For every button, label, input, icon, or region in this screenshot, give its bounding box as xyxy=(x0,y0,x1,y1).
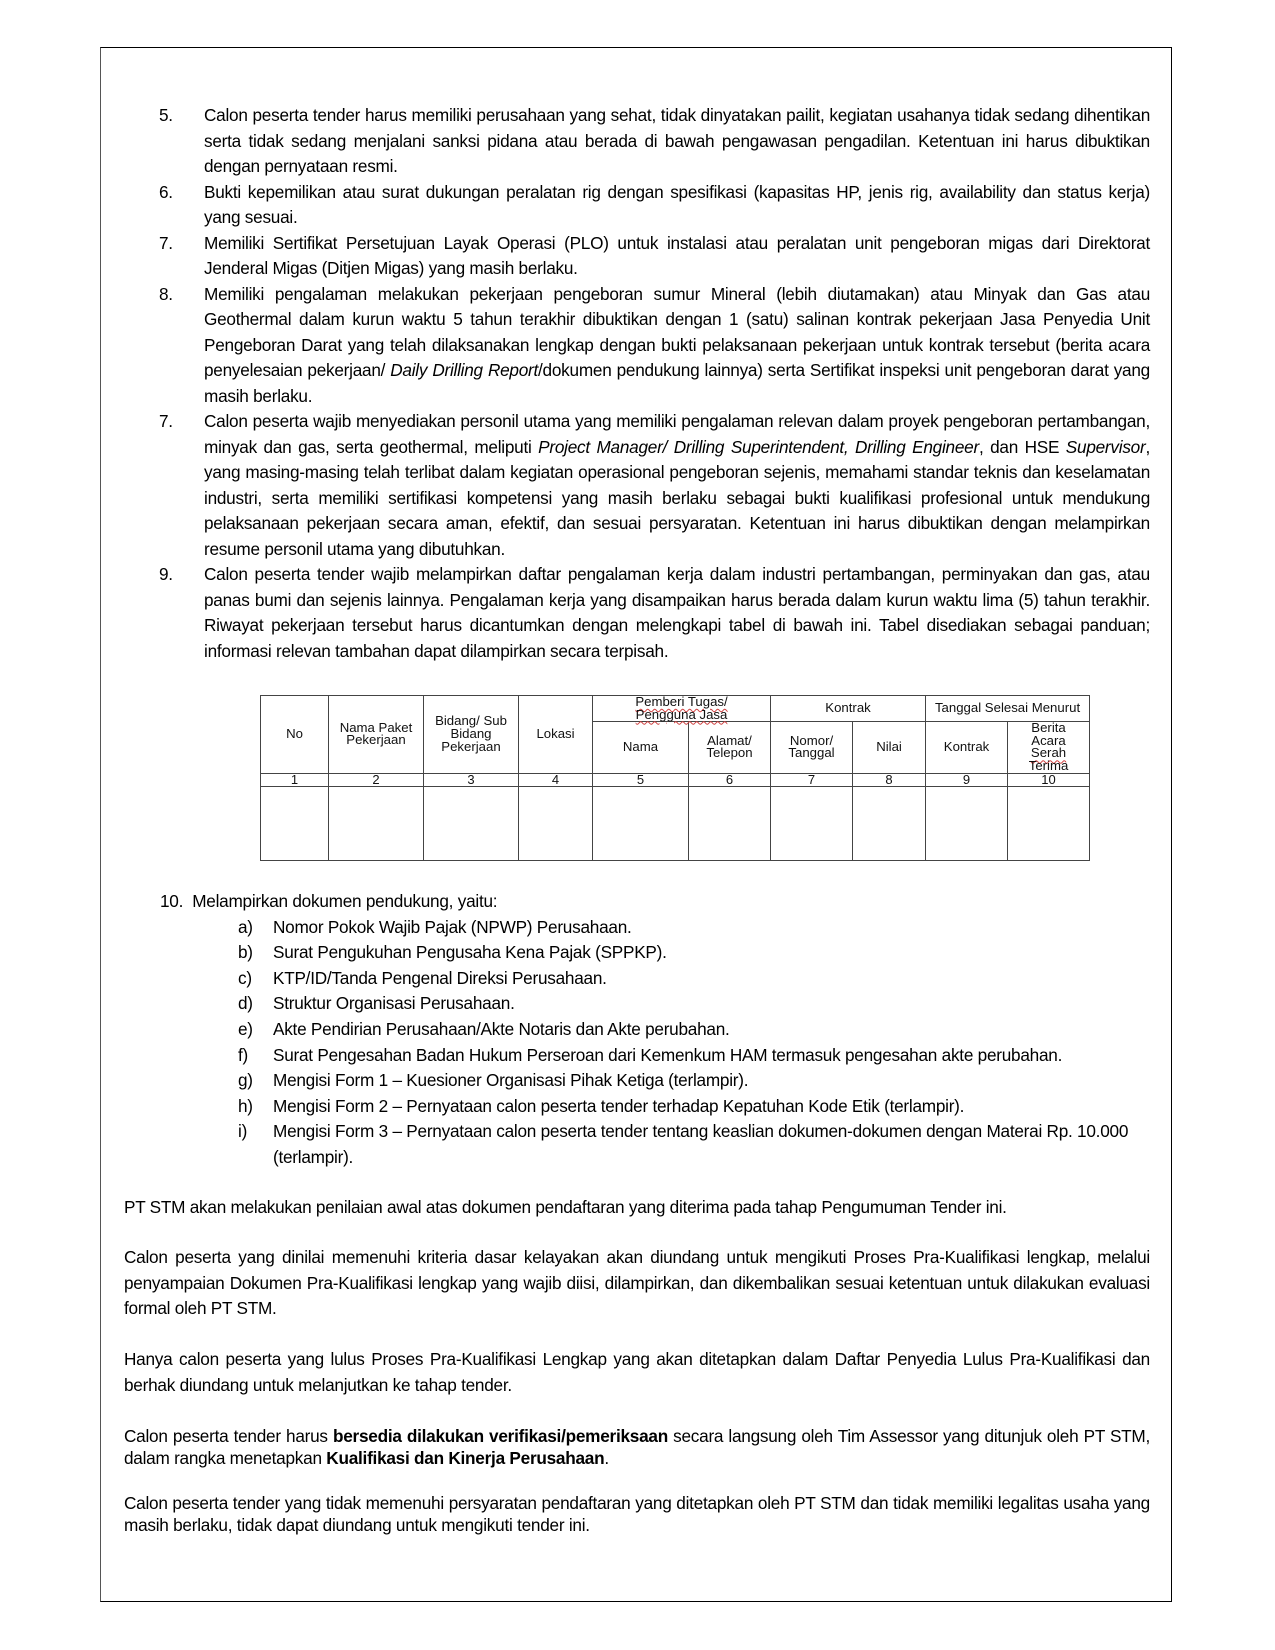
list-item xyxy=(160,1017,1150,1043)
italic-term: Daily Drilling Report xyxy=(390,360,539,380)
column-index: 7 xyxy=(771,773,853,786)
item-text: Nomor Pokok Wajib Pajak (NPWP) Perusahaan. xyxy=(273,916,632,937)
paragraph-verification xyxy=(124,1425,1150,1469)
table-row xyxy=(261,786,1090,860)
text-run: , dan HSE xyxy=(978,436,1066,457)
column-index: 8 xyxy=(853,773,926,786)
paragraph-prequalification-invite: Calon peserta yang dinilai memenuhi kriteria dasar kelayakan akan diundang untuk mengikuti Proses Pra-Kualifikasi lengkap, melalui penyampaian Dokumen Pra-Kualifikasi lengkap yang wajib diisi, dilampirkan, dan dikembalikan sesuai ketentuan untuk dilakukan evaluasi formal oleh PT STM. xyxy=(124,1247,1150,1318)
item-text: Mengisi Form 3 – Pernyataan calon peserta tender tentang keaslian dokumen-dokumen dengan Materai Rp. 10.000 (terlampir). xyxy=(273,1121,1129,1167)
header-tanggal-selesai-group: Tanggal Selesai Menurut xyxy=(926,696,1090,722)
column-index-row xyxy=(261,773,1090,786)
item-letter: f) xyxy=(238,1044,248,1065)
column-index: 3 xyxy=(424,773,519,786)
table-cell[interactable] xyxy=(261,786,329,860)
list-item xyxy=(160,966,1150,992)
list-item xyxy=(160,940,1150,966)
list-item xyxy=(160,991,1150,1017)
header-nomor-tanggal: Nomor/ Tanggal xyxy=(771,722,853,773)
header-lokasi: Lokasi xyxy=(519,696,593,774)
table-cell[interactable] xyxy=(519,786,593,860)
table-cell[interactable] xyxy=(329,786,424,860)
header-line: Terima xyxy=(1028,757,1069,773)
text-run: . xyxy=(604,1448,609,1468)
requirement-item xyxy=(124,180,1150,231)
item-text: Bukti kepemilikan atau surat dukungan peralatan rig dengan spesifikasi (kapasitas HP, jenis rig, availability dan status kerja) yang sesuai. xyxy=(204,181,1150,227)
item-text: Mengisi Form 1 – Kuesioner Organisasi Pihak Ketiga (terlampir). xyxy=(273,1070,749,1091)
list-item xyxy=(160,915,1150,941)
item-number: 7. xyxy=(159,232,173,253)
column-index: 10 xyxy=(1008,773,1090,786)
item-letter: d) xyxy=(238,993,253,1014)
text-run: /dokumen pendukung lainnya) serta Sertifikat inspeksi unit pengeboran darat yang masih berlaku. xyxy=(204,360,1150,406)
header-no: No xyxy=(261,696,329,774)
item-letter: e) xyxy=(238,1018,253,1039)
supporting-documents-section xyxy=(160,889,1150,1171)
item-text xyxy=(204,409,1150,562)
header-line: Pemberi Tugas/ xyxy=(635,694,728,709)
text-run: Calon peserta tender harus xyxy=(124,1426,333,1446)
item-text: Memiliki Sertifikat Persetujuan Layak Operasi (PLO) untuk instalasi atau peralatan unit pengeboran migas dari Direktorat Jenderal Migas (Ditjen Migas) yang masih berlaku. xyxy=(204,232,1150,278)
item-text: Surat Pengesahan Badan Hukum Perseroan dari Kemenkum HAM termasuk pengesahan akte perubahan. xyxy=(273,1044,1063,1065)
list-item xyxy=(160,1068,1150,1094)
header-pemberi-tugas-group xyxy=(593,696,771,722)
experience-table-container xyxy=(260,695,1089,861)
item-text: Akte Pendirian Perusahaan/Akte Notaris dan Akte perubahan. xyxy=(273,1018,730,1039)
item-heading-text: Melampirkan dokumen pendukung, yaitu: xyxy=(192,891,498,911)
item-letter: g) xyxy=(238,1070,253,1091)
header-line: Berita xyxy=(1031,720,1066,736)
item-letter: i) xyxy=(238,1121,248,1142)
list-item xyxy=(160,1094,1150,1120)
table-cell[interactable] xyxy=(1008,786,1090,860)
header-nama: Nama xyxy=(593,722,689,773)
header-line: Pengguna Jasa xyxy=(635,706,728,722)
header-berita-acara xyxy=(1008,722,1090,773)
bold-term: bersedia dilakukan verifikasi/pemeriksaan xyxy=(332,1426,668,1446)
item-text: Surat Pengukuhan Pengusaha Kena Pajak (SPPKP). xyxy=(273,942,667,963)
item-text: Mengisi Form 2 – Pernyataan calon peserta tender terhadap Kepatuhan Kode Etik (terlampir). xyxy=(273,1095,965,1116)
supporting-documents-list xyxy=(160,915,1150,1171)
table-cell[interactable] xyxy=(593,786,689,860)
requirement-item xyxy=(124,231,1150,282)
column-index: 2 xyxy=(329,773,424,786)
list-item xyxy=(160,1119,1150,1170)
column-index: 4 xyxy=(519,773,593,786)
requirement-item xyxy=(124,103,1150,180)
header-alamat-telepon: Alamat/ Telepon xyxy=(689,722,771,773)
column-index: 5 xyxy=(593,773,689,786)
text-run: Calon peserta wajib menyediakan personil utama yang memiliki pengalaman relevan dalam proyek pengeboran pertambangan, minyak dan gas, serta geothermal, meliputi xyxy=(204,411,1150,457)
item-number: 6. xyxy=(159,181,173,202)
text-run: , yang masing-masing telah terlibat dalam kegiatan operasional pengeboran sejenis, memahami standar teknis dan keselamatan industri, serta memiliki sertifikasi kompetensi yang masih berlaku sebagai bukti kualifikasi profesional untuk mendukung pelaksanaan pekerjaan secara aman, efektif, dan sesuai persyaratan. Ketentuan ini harus dibuktikan dengan melampirkan resume personil utama yang dibutuhkan. xyxy=(204,436,1150,559)
requirement-item xyxy=(124,562,1150,664)
list-item xyxy=(160,1043,1150,1069)
item-number: 5. xyxy=(159,105,173,125)
item-text: KTP/ID/Tanda Pengenal Direksi Perusahaan. xyxy=(273,967,607,988)
text-run: secara langsung oleh Tim Assessor yang ditunjuk oleh PT STM, dalam rangka menetapkan xyxy=(124,1426,1150,1468)
table-cell[interactable] xyxy=(926,786,1008,860)
item-number: 9. xyxy=(159,564,173,584)
column-index: 6 xyxy=(689,773,771,786)
bold-term: Kualifikasi dan Kinerja Perusahaan xyxy=(326,1448,605,1468)
paragraph-initial-assessment: PT STM akan melakukan penilaian awal atas dokumen pendaftaran yang diterima pada tahap Pengumuman Tender ini. xyxy=(124,1197,1007,1217)
requirement-item xyxy=(124,282,1150,410)
item-text: Struktur Organisasi Perusahaan. xyxy=(273,993,515,1014)
italic-term: Supervisor xyxy=(1065,436,1146,457)
item-text: Calon peserta tender harus memiliki perusahaan yang sehat, tidak dinyatakan pailit, kegiatan usahanya tidak sedang dihentikan serta tidak sedang menjalani sanksi pidana atau berada di bawah pengawasan pengadilan. Ketentuan ini harus dibuktikan dengan pernyataan resmi. xyxy=(204,105,1150,176)
italic-term: Project Manager/ Drilling Superintendent, Drilling Engineer xyxy=(538,436,979,457)
item-number: 7. xyxy=(159,411,173,431)
requirement-item xyxy=(124,409,1150,562)
item-text xyxy=(204,282,1150,410)
item-letter: a) xyxy=(238,916,253,937)
requirements-section xyxy=(124,103,1150,664)
item-letter: b) xyxy=(238,942,253,963)
item-letter: c) xyxy=(238,967,252,988)
text-run: Memiliki pengalaman melakukan pekerjaan pengeboran sumur Mineral (lebih diutamakan) atau Minyak dan Gas atau Geothermal dalam kurun waktu 5 tahun terakhir dibuktikan dengan 1 (satu) salinan kontrak pekerjaan Jasa Penyedia Unit Pengeboran Darat yang telah dilaksanakan lengkap dengan bukti pelaksanaan pekerjaan untuk kontrak tersebut (berita acara penyelesaian pekerjaan/ xyxy=(204,283,1150,380)
table-cell[interactable] xyxy=(853,786,926,860)
item-number: 10. xyxy=(160,891,184,911)
column-index: 9 xyxy=(926,773,1008,786)
item-heading xyxy=(160,889,1150,915)
header-line: Acara xyxy=(1031,732,1066,748)
table-cell[interactable] xyxy=(771,786,853,860)
header-bidang: Bidang/ Sub Bidang Pekerjaan xyxy=(424,696,519,774)
header-line: Serah xyxy=(1030,745,1067,761)
experience-table xyxy=(260,695,1090,861)
header-kontrak-group: Kontrak xyxy=(771,696,926,722)
column-index: 1 xyxy=(261,773,329,786)
header-kontrak: Kontrak xyxy=(926,722,1008,773)
paragraph-passed-prequalification: Hanya calon peserta yang lulus Proses Pra-Kualifikasi Lengkap yang akan ditetapkan dalam Daftar Penyedia Lulus Pra-Kualifikasi dan berhak diundang untuk melanjutkan ke tahap tender. xyxy=(124,1349,1150,1395)
table-cell[interactable] xyxy=(424,786,519,860)
item-text: Calon peserta tender wajib melampirkan daftar pengalaman kerja dalam industri pertambangan, perminyakan dan gas, atau panas bumi dan sejenis lainnya. Pengalaman kerja yang disampaikan harus berada dalam kurun waktu lima (5) tahun terakhir. Riwayat pekerjaan tersebut harus dicantumkan dengan melengkapi tabel di bawah ini. Tabel disediakan sebagai panduan; informasi relevan tambahan dapat dilampirkan secara terpisah. xyxy=(204,564,1150,661)
requirements-list xyxy=(124,103,1150,664)
item-number: 8. xyxy=(159,283,173,304)
header-nilai: Nilai xyxy=(853,722,926,773)
paragraph-disqualification: Calon peserta tender yang tidak memenuhi persyaratan pendaftaran yang ditetapkan oleh PT STM dan tidak memiliki legalitas usaha yang masih berlaku, tidak dapat diundang untuk mengikuti tender ini. xyxy=(124,1493,1150,1535)
item-letter: h) xyxy=(238,1095,253,1116)
table-cell[interactable] xyxy=(689,786,771,860)
header-nama-paket: Nama Paket Pekerjaan xyxy=(329,696,424,774)
